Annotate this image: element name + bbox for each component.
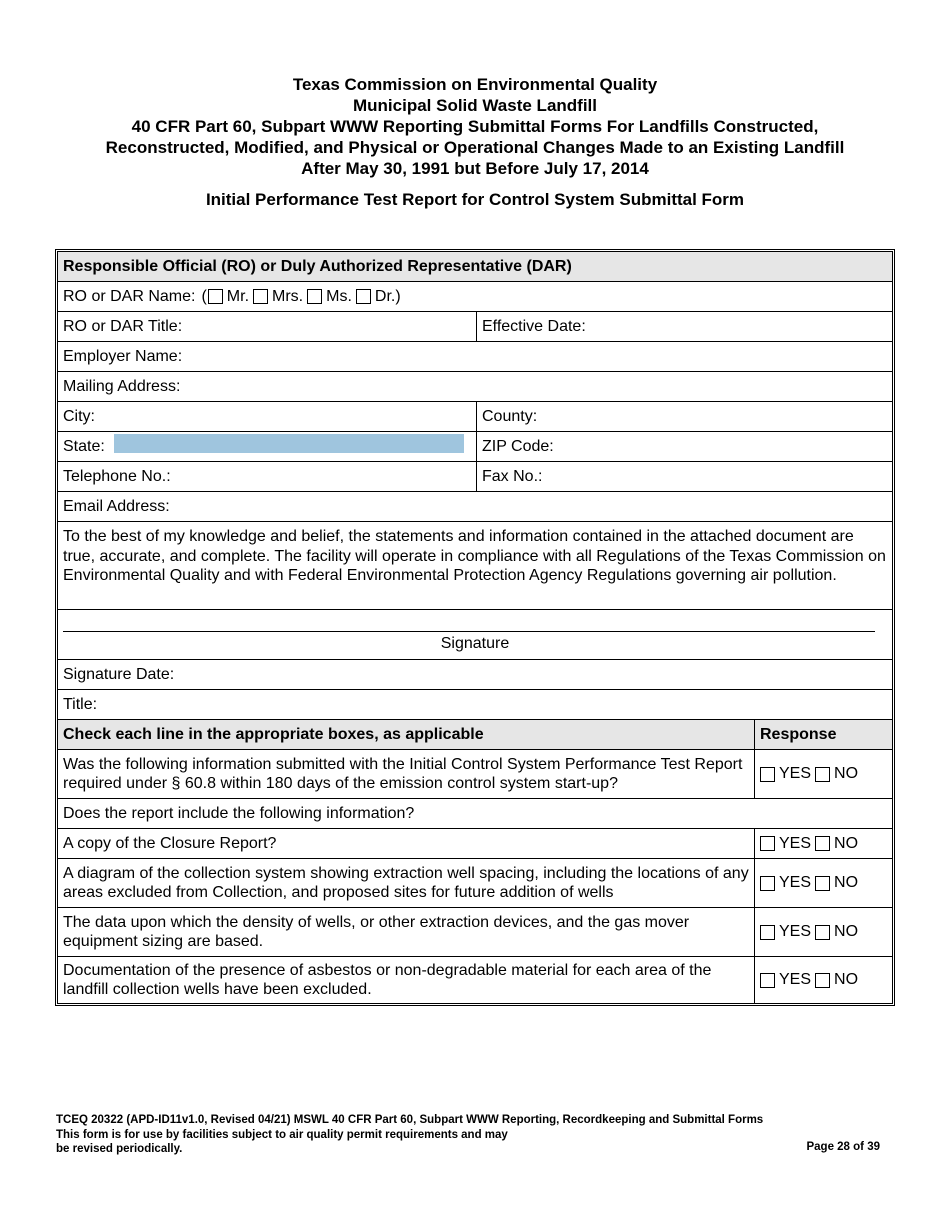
telephone-label: Telephone No.: <box>63 467 171 485</box>
q5-no-checkbox[interactable] <box>815 925 830 940</box>
form-title: Initial Performance Test Report for Control System Submittal Form <box>205 190 745 209</box>
county-field[interactable] <box>476 402 892 431</box>
mailing-row <box>58 372 892 402</box>
dr-label: Dr. <box>374 287 396 305</box>
county-label: County: <box>482 407 538 425</box>
checklist-row-q4 <box>58 859 892 908</box>
signer-title-label: Title: <box>63 695 98 713</box>
footer-usage-note: This form is for use by facilities subject to air quality permit requirements and may <box>56 1128 508 1141</box>
q5-yes-checkbox[interactable] <box>760 925 775 940</box>
email-label: Email Address: <box>63 497 170 515</box>
no-label: NO <box>834 834 859 852</box>
yes-label: YES <box>779 923 812 940</box>
header-dates: After May 30, 1991 but Before July 17, 2014 <box>301 159 649 178</box>
zip-label: ZIP Code: <box>482 437 554 455</box>
close-paren: ) <box>395 287 401 305</box>
yes-label: YES <box>779 874 812 891</box>
page-number: Page 28 of 39 <box>806 1141 880 1153</box>
signer-title-field[interactable] <box>58 690 892 719</box>
mr-label: Mr. <box>226 287 250 305</box>
checklist-row-q6 <box>58 957 892 1003</box>
yes-label: YES <box>779 834 812 852</box>
no-label: NO <box>834 923 859 940</box>
signature-label: Signature <box>440 635 510 652</box>
mailing-address-field[interactable] <box>58 372 892 401</box>
mrs-label: Mrs. <box>272 287 304 305</box>
footer <box>56 1113 886 1157</box>
ms-label: Ms. <box>326 287 352 305</box>
q6-yes-checkbox[interactable] <box>760 973 775 988</box>
ro-title-row <box>58 312 892 342</box>
no-label: NO <box>834 971 859 988</box>
certification-statement: To the best of my knowledge and belief, the statements and information contained in the attached document are true, accurate, and complete. The facility will operate in compliance with all Regulations of the Texas Commission on Environmental Quality and with Federal Environmental Protection Agency Regulations governing air pollution. <box>58 522 892 610</box>
open-paren: ( <box>201 287 207 305</box>
response-q1 <box>754 750 892 798</box>
no-label: NO <box>834 874 859 891</box>
signature-date-row <box>58 660 892 690</box>
q3-no-checkbox[interactable] <box>815 836 830 851</box>
fax-field[interactable] <box>476 462 892 491</box>
ro-section-heading-row <box>58 252 892 282</box>
question-5: The data upon which the density of wells, or other extraction devices, and the gas mover equipment sizing are based. <box>63 913 690 950</box>
ro-section-heading: Responsible Official (RO) or Duly Authorized Representative (DAR) <box>63 257 572 275</box>
no-label: NO <box>834 765 859 782</box>
email-field[interactable] <box>58 492 892 521</box>
response-q6 <box>754 957 892 1003</box>
telephone-row <box>58 462 892 492</box>
fax-label: Fax No.: <box>482 467 543 485</box>
signature-row[interactable] <box>58 610 892 660</box>
state-field[interactable] <box>58 432 476 461</box>
state-row <box>58 432 892 462</box>
mrs-checkbox[interactable] <box>253 289 268 304</box>
document-header <box>0 74 950 179</box>
q1-yes-checkbox[interactable] <box>760 767 775 782</box>
checklist-row-q3 <box>58 829 892 859</box>
header-regulation-cont: Reconstructed, Modified, and Physical or Operational Changes Made to an Existing Landfill <box>105 138 845 157</box>
checklist-row-q5 <box>58 908 892 957</box>
telephone-field[interactable] <box>58 462 476 491</box>
dr-checkbox[interactable] <box>356 289 371 304</box>
footer-revision-note: be revised periodically. <box>56 1143 183 1155</box>
signature-date-field[interactable] <box>58 660 892 689</box>
response-q4 <box>754 859 892 907</box>
yes-label: YES <box>779 971 812 988</box>
city-row <box>58 402 892 432</box>
header-agency: Texas Commission on Environmental Quality <box>292 75 658 94</box>
header-program: Municipal Solid Waste Landfill <box>353 96 597 115</box>
checklist-row-q2 <box>58 799 892 829</box>
question-2: Does the report include the following information? <box>63 804 415 822</box>
question-4: A diagram of the collection system showing extraction well spacing, including the locations of any areas excluded from Collection, and proposed sites for future addition of wells <box>63 864 749 901</box>
employer-label: Employer Name: <box>63 347 183 365</box>
mr-checkbox[interactable] <box>208 289 223 304</box>
state-dropdown-highlight[interactable] <box>114 434 464 453</box>
footer-form-id: TCEQ 20322 (APD-ID11v1.0, Revised 04/21) MSWL 40 CFR Part 60, Subpart WWW Reporting, Recordkeeping and Submittal Forms <box>56 1114 764 1126</box>
ro-name-row <box>58 282 892 312</box>
question-1: Was the following information submitted with the Initial Control System Performance Test Report required under § 60.8 within 180 days of the emission control system start-up? <box>63 755 743 792</box>
employer-field[interactable] <box>58 342 892 371</box>
checklist-heading: Check each line in the appropriate boxes, as applicable <box>63 725 484 743</box>
response-q5 <box>754 908 892 956</box>
effective-date-label: Effective Date: <box>482 317 586 335</box>
signer-title-row <box>58 690 892 720</box>
checklist-row-q1 <box>58 750 892 799</box>
effective-date-field[interactable] <box>476 312 892 341</box>
checklist-heading-row <box>58 720 892 750</box>
mailing-label: Mailing Address: <box>63 377 181 395</box>
signature-date-label: Signature Date: <box>63 665 175 683</box>
ro-name-cell[interactable] <box>58 282 892 311</box>
question-6: Documentation of the presence of asbestos or non-degradable material for each area of the landfill collection wells have been excluded. <box>63 961 712 998</box>
ro-title-field[interactable] <box>58 312 476 341</box>
employer-row <box>58 342 892 372</box>
q4-yes-checkbox[interactable] <box>760 876 775 891</box>
q4-no-checkbox[interactable] <box>815 876 830 891</box>
response-heading: Response <box>754 720 892 749</box>
question-3: A copy of the Closure Report? <box>63 834 277 852</box>
state-label: State: <box>63 437 105 455</box>
signature-line <box>63 631 875 632</box>
submittal-form <box>55 249 895 1006</box>
yes-label: YES <box>779 765 812 782</box>
ro-title-label: RO or DAR Title: <box>63 317 183 335</box>
city-label: City: <box>63 407 95 425</box>
response-q3 <box>754 829 892 858</box>
header-regulation: 40 CFR Part 60, Subpart WWW Reporting Submittal Forms For Landfills Constructed, <box>131 117 819 136</box>
email-row <box>58 492 892 522</box>
ms-checkbox[interactable] <box>307 289 322 304</box>
q6-no-checkbox[interactable] <box>815 973 830 988</box>
q3-yes-checkbox[interactable] <box>760 836 775 851</box>
city-field[interactable] <box>58 402 476 431</box>
zip-field[interactable] <box>476 432 892 461</box>
ro-name-label: RO or DAR Name: <box>63 287 196 305</box>
q1-no-checkbox[interactable] <box>815 767 830 782</box>
